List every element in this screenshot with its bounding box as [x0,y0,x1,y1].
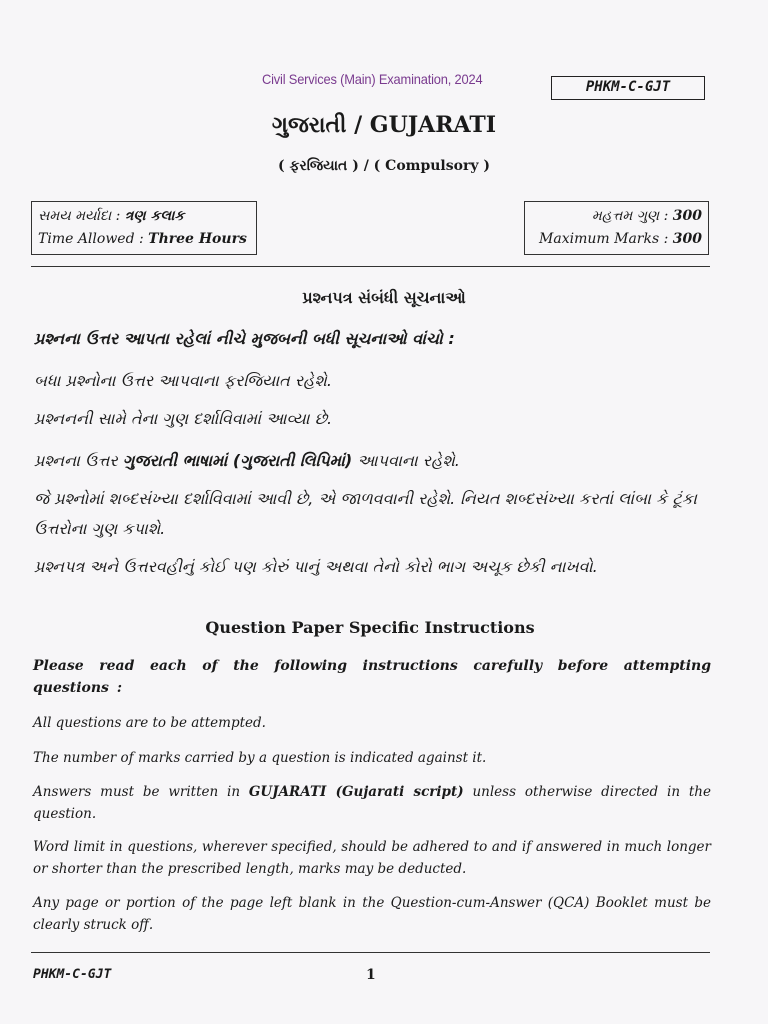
compulsory-label: ( ફરજિયાત ) / ( Compulsory ) [278,158,490,174]
english-instruction-item: All questions are to be attempted. [33,715,266,731]
footer-paper-code: PHKM-C-GJT [33,967,112,982]
english-instruction-item: The number of marks carried by a question is indicated against it. [33,750,487,766]
gujarati-instruction-item: પ્રશ્નપત્ર અને ઉત્તરવહીનું કોઈ પણ કોરું પાનું અથવા તેનો કોરો ભાગ અચૂક છેકી નાખવો. [34,557,598,576]
english-instruction-language [33,781,711,825]
marks-label-english: Maximum Marks : [539,231,673,247]
lang-post: unless otherwise directed in the question. [33,784,711,822]
english-instruction-item: Word limit in questions, wherever specified, should be adhered to and if answered in much longer or shorter than the prescribed length, marks may be deducted. [33,839,711,877]
paper-code-box: PHKM-C-GJT [551,76,705,100]
gujarati-instruction-item: બધા પ્રશ્નોના ઉત્તર આપવાના ફરજિયાત રહેશે. [34,371,332,390]
lang-post: આપવાના રહેશે. [352,451,460,470]
exam-name: Civil Services (Main) Examination, 2024 [262,71,483,87]
gujarati-instructions-intro: પ્રશ્નના ઉત્તર આપતા રહેલાં નીચે મુજબની બધી સૂચનાઓ વાંચો : [34,329,455,348]
header-divider [31,266,710,267]
marks-value-english: 300 [672,231,702,247]
lang-bold: ગુજરાતી ભાષામાં (ગુજરાતી લિપિમાં) [122,451,353,470]
marks-value-gujarati: 300 [672,208,702,224]
english-instructions-intro: Please read each of the following instructions carefully before attempting questions : [33,658,711,696]
gujarati-instruction-item: જે પ્રશ્નોમાં શબ્દસંખ્યા દર્શાવિવામાં આવી છે, એ જાળવવાની રહેશે. નિયત શબ્દસંખ્યા કરતાં લાંબા કે ટૂંકા ઉત્તરોના ગુણ કપાશે. [34,489,697,538]
lang-pre: Answers must be written in [33,784,249,800]
maximum-marks-box [524,201,709,255]
time-allowed-box [31,201,257,255]
time-value-gujarati: ત્રણ કલાક [124,208,185,224]
lang-bold: GUJARATI (Gujarati script) [248,784,464,800]
english-instructions-heading: Question Paper Specific Instructions [205,618,535,637]
gujarati-instruction-language [34,446,714,476]
footer-divider [31,952,710,953]
time-label-english: Time Allowed : [38,231,149,247]
marks-gujarati [531,205,702,228]
lang-pre: પ્રશ્નના ઉત્તર [34,451,123,470]
time-value-english: Three Hours [148,231,247,247]
gujarati-instructions-heading: પ્રશ્નપત્ર સંબંધી સૂચનાઓ [302,288,466,307]
time-allowed-gujarati [38,205,250,228]
gujarati-instruction-item: પ્રશ્નનની સામે તેના ગુણ દર્શાવિવામાં આવ્યા છે. [34,409,333,428]
marks-english [531,228,702,251]
marks-label-gujarati: મહત્તમ ગુણ : [591,208,673,224]
english-instruction-item: Any page or portion of the page left blank in the Question-cum-Answer (QCA) Booklet must be clearly struck off. [33,895,711,933]
time-allowed-english [38,228,250,251]
page-number: 1 [366,967,376,983]
time-label-gujarati: સમય મર્યાદા : [38,208,125,224]
subject-title: ગુજરાતી / GUJARATI [271,112,497,138]
